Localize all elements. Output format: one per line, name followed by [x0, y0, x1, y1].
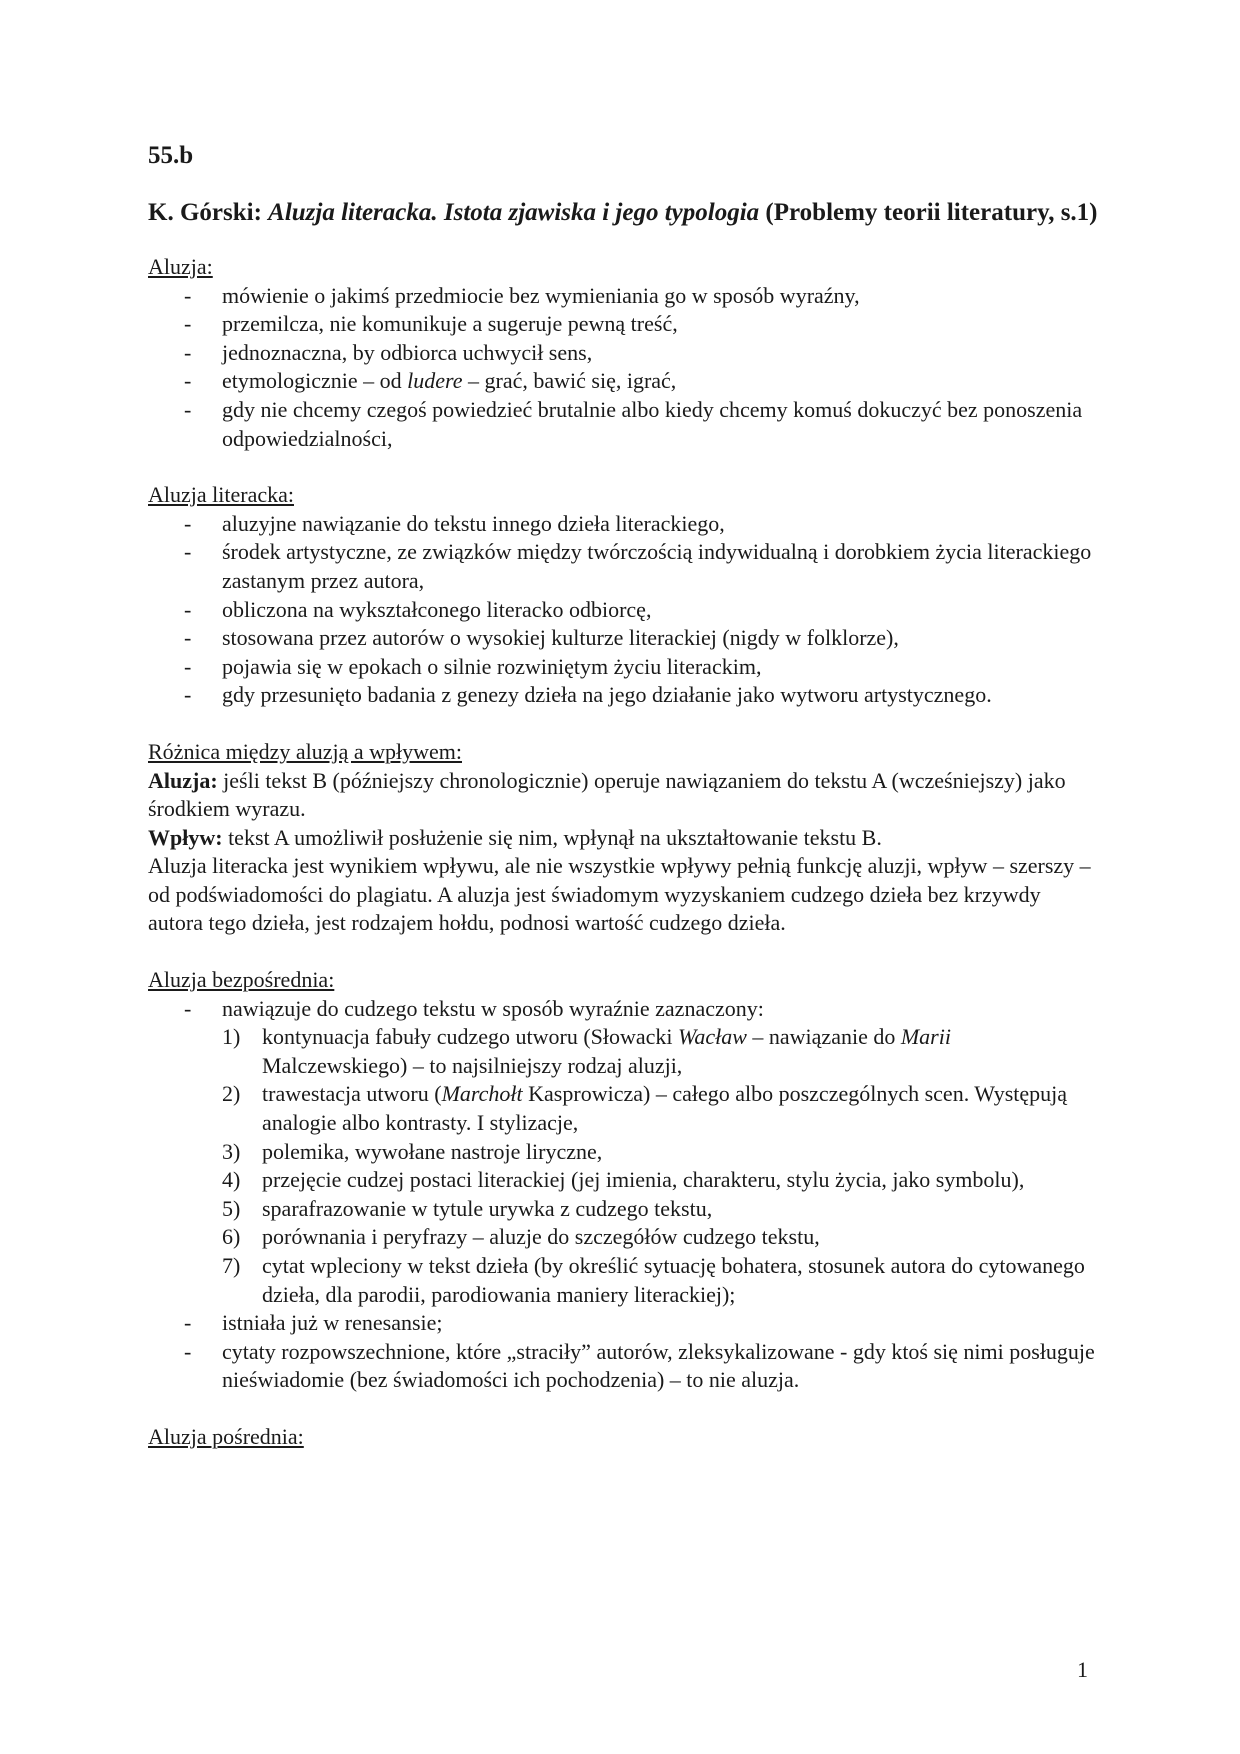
- definition-text: jeśli tekst B (późniejszy chronologicznie) operuje nawiązaniem do tekstu A (wcześniejszy) jako środkiem wyrazu.: [148, 767, 1066, 822]
- work-title: Marii: [900, 1024, 951, 1050]
- page-number: 1: [1077, 1657, 1088, 1682]
- title-author: K. Górski:: [148, 199, 262, 226]
- list-item: - nawiązuje do cudzego tekstu w sposób wyraźnie zaznaczony:: [148, 995, 1098, 1024]
- definition-text: tekst A umożliwił posłużenie się nim, wpłynął na ukształtowanie tekstu B.: [222, 824, 882, 850]
- list-item: - obliczona na wykształconego literacko odbiorcę,: [148, 596, 1098, 625]
- item-number: 4): [222, 1167, 241, 1193]
- section-heading-aluzja: Aluzja:: [148, 254, 213, 279]
- text-run: kontynuacja fabuły cudzego utworu (Słowacki: [262, 1024, 679, 1050]
- item-text: porównania i peryfrazy – aluzje do szczegółów cudzego tekstu,: [262, 1224, 820, 1250]
- aluzja-list: [148, 282, 1098, 454]
- list-item: - pojawia się w epokach o silnie rozwiniętym życiu literackim,: [148, 653, 1098, 682]
- bezposrednia-list-continued: [148, 1309, 1098, 1395]
- comparison-paragraph: Aluzja literacka jest wynikiem wpływu, ale nie wszystkie wpływy pełnią funkcję aluzji, wpływ – szerszy – od podświadomości do plagiatu. A aluzja jest świadomym wyzyskaniem cudzego dzieła bez krzywdy autora tego dzieła, jest rodzajem hołdu, podnosi wartość cudzego dzieła.: [148, 853, 1091, 936]
- section-heading-aluzja-literacka: Aluzja literacka:: [148, 482, 294, 508]
- section-heading-bezposrednia: Aluzja bezpośrednia:: [148, 967, 335, 993]
- item-number: 2): [222, 1081, 241, 1107]
- text-run: – nawiązanie do: [746, 1024, 901, 1050]
- text-run: Malczewskiego) – to najsilniejszy rodzaj aluzji,: [262, 1052, 683, 1078]
- item-number: 1): [222, 1024, 241, 1050]
- list-item: - gdy przesunięto badania z genezy dzieła na jego działanie jako wytworu artystycznego.: [148, 681, 1098, 710]
- term-label: Wpływ:: [148, 824, 223, 850]
- numbered-item: [148, 1252, 1098, 1309]
- title-work: Aluzja literacka. Istota zjawiska i jego typologia: [268, 199, 760, 226]
- item-text: polemika, wywołane nastroje liryczne,: [262, 1138, 603, 1164]
- bezposrednia-numbered-list: [148, 1023, 1098, 1309]
- item-text: cytat wpleciony w tekst dzieła (by określić sytuację bohatera, stosunek autora do cytowanego dzieła, dla parodii, parodiowania maniery literackiej);: [262, 1253, 1085, 1307]
- item-number: 7): [222, 1253, 241, 1278]
- work-title: Marchołt: [441, 1081, 523, 1107]
- list-item: - gdy nie chcemy czegoś powiedzieć brutalnie albo kiedy chcemy komuś dokuczyć bez ponoszenia odpowiedzialności,: [148, 396, 1098, 453]
- list-item: - istniała już w renesansie;: [148, 1309, 1098, 1338]
- list-item: - mówienie o jakimś przedmiocie bez wymieniania go w sposób wyraźny,: [148, 282, 1098, 311]
- list-item: - jednoznaczna, by odbiorca uchwycił sens,: [148, 339, 1098, 368]
- numbered-item: [148, 1195, 1098, 1224]
- list-item: - cytaty rozpowszechnione, które „straciły” autorów, zleksykalizowane - gdy ktoś się nimi posługuje nieświadomie (bez świadomości ich pochodzenia) – to nie aluzja.: [148, 1338, 1098, 1395]
- latin-term: ludere: [407, 368, 463, 394]
- text-run: etymologicznie – od: [222, 368, 408, 394]
- bezposrednia-list: [148, 995, 1098, 1024]
- item-text: sparafrazowanie w tytule urywka z cudzego tekstu,: [262, 1195, 713, 1221]
- numbered-item: [148, 1166, 1098, 1195]
- aluzja-literacka-list: [148, 510, 1098, 710]
- term-label: Aluzja:: [148, 767, 218, 793]
- section-heading-posrednia: Aluzja pośrednia:: [148, 1423, 304, 1449]
- text-run: Kasprowicza) – całego albo poszczególnych scen. Występują analogie albo kontrasty. I stylizacje,: [262, 1081, 1068, 1136]
- list-item: - przemilcza, nie komunikuje a sugeruje pewną treść,: [148, 310, 1098, 339]
- list-item: - stosowana przez autorów o wysokiej kulturze literackiej (nigdy w folklorze),: [148, 624, 1098, 653]
- item-number: 6): [222, 1224, 241, 1250]
- text-run: trawestacja utworu (: [262, 1081, 442, 1107]
- work-title: Wacław: [678, 1024, 747, 1050]
- document-body: [148, 140, 1098, 1452]
- item-text: przejęcie cudzej postaci literackiej (jej imienia, charakteru, stylu życia, jako symbolu),: [262, 1167, 1025, 1193]
- item-number: 5): [222, 1195, 241, 1221]
- aluzja-definition: [148, 767, 1098, 824]
- numbered-item: [148, 1223, 1098, 1252]
- document-title: [148, 198, 1098, 228]
- numbered-item: [148, 1023, 1098, 1080]
- document-number: 55.b: [148, 142, 194, 169]
- section-heading-roznica: Różnica między aluzją a wpływem:: [148, 738, 462, 764]
- numbered-item: [148, 1080, 1098, 1137]
- list-item: [148, 367, 1098, 396]
- list-item: - środek artystyczne, ze związków między twórczością indywidualną i dorobkiem życia literackiego zastanym przez autora,: [148, 538, 1098, 595]
- text-run: – grać, bawić się, igrać,: [462, 368, 677, 394]
- list-item: - aluzyjne nawiązanie do tekstu innego dzieła literackiego,: [148, 510, 1098, 539]
- numbered-item: [148, 1138, 1098, 1167]
- title-source: (Problemy teorii literatury, s.1): [765, 199, 1098, 226]
- wplyw-definition: [148, 824, 1098, 853]
- item-number: 3): [222, 1138, 241, 1164]
